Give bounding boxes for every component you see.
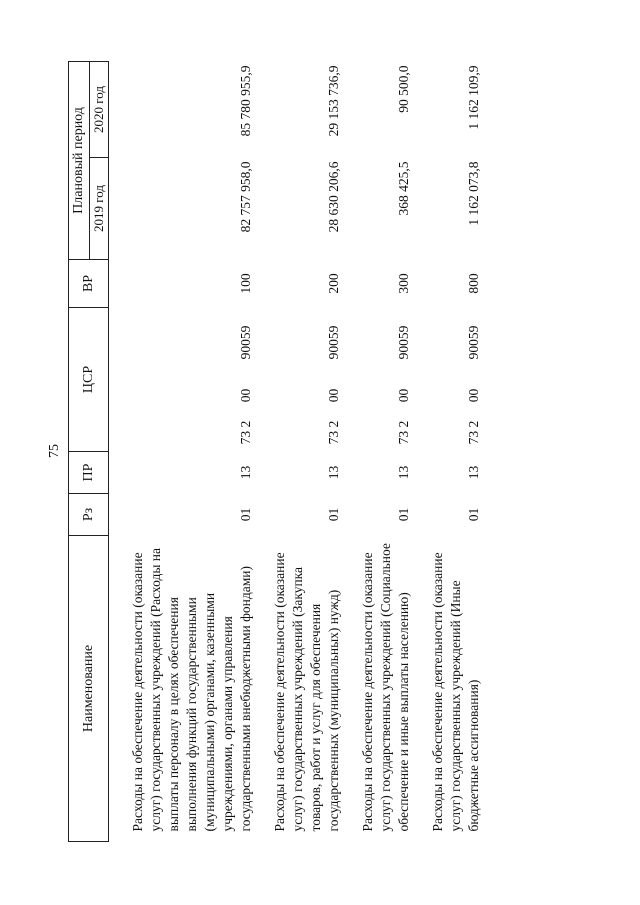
- row-vr: 800: [466, 273, 481, 294]
- row-csr-b: 00: [326, 388, 341, 403]
- header-vr: ВР: [69, 259, 109, 307]
- row-rz: 01: [326, 507, 341, 522]
- row-amount-2020: 29 153 736,9: [326, 65, 341, 137]
- row-rz: 01: [466, 507, 481, 522]
- row-csr-b: 00: [466, 388, 481, 403]
- row-csr-b: 00: [396, 388, 411, 403]
- row-name: Расходы на обеспечение деятельности (оказание услуг) государственных учреждений (Социальное обеспечение и иные выплаты населению): [360, 543, 411, 832]
- row-pr: 13: [466, 465, 481, 480]
- row-vr: 200: [326, 273, 341, 294]
- page-number: 75: [47, 444, 62, 458]
- header-name: Наименование: [69, 536, 109, 842]
- header-year-2019: 2019 год: [90, 157, 109, 259]
- rotated-table-sheet: [68, 62, 528, 842]
- row-csr-a: 73 2: [466, 420, 481, 445]
- row-name: Расходы на обеспечение деятельности (оказание услуг) государственных учреждений (Расходы на выплаты персоналу в целях обеспечения выполнения функций государственными (муниципальными) органами, казенными учреждениями, органами управления государственными внебюджетными фондами): [130, 547, 253, 832]
- row-csr-a: 73 2: [238, 420, 253, 445]
- row-pr: 13: [326, 465, 341, 480]
- table-row: [123, 61, 257, 841]
- row-csr-c: 90059: [466, 325, 481, 360]
- header-pr: ПР: [69, 452, 109, 494]
- row-csr-a: 73 2: [326, 420, 341, 445]
- header-planned-period: Плановый период: [69, 61, 90, 259]
- row-name: Расходы на обеспечение деятельности (оказание услуг) государственных учреждений (Иные бюджетные ассигнования): [430, 552, 481, 832]
- row-csr-c: 90059: [326, 325, 341, 360]
- row-csr-c: 90059: [238, 325, 253, 360]
- row-amount-2019: 368 425,5: [396, 161, 411, 216]
- row-csr-c: 90059: [396, 325, 411, 360]
- row-amount-2020: 85 780 955,9: [238, 65, 253, 137]
- table-row: [257, 61, 345, 841]
- row-amount-2020: 90 500,0: [396, 65, 411, 113]
- table-row: [415, 61, 485, 841]
- row-pr: 13: [396, 465, 411, 480]
- row-csr-a: 73 2: [396, 420, 411, 445]
- header-csr: ЦСР: [69, 307, 109, 451]
- row-amount-2020: 1 162 109,9: [466, 65, 481, 130]
- header-year-2020: 2020 год: [90, 61, 109, 157]
- budget-table: [68, 61, 485, 842]
- row-pr: 13: [238, 465, 253, 480]
- row-rz: 01: [238, 507, 253, 522]
- table-row: [345, 61, 415, 841]
- row-vr: 300: [396, 273, 411, 294]
- row-vr: 100: [238, 273, 253, 294]
- row-csr-b: 00: [238, 388, 253, 403]
- row-rz: 01: [396, 507, 411, 522]
- row-amount-2019: 28 630 206,6: [326, 161, 341, 233]
- header-rz: Рз: [69, 494, 109, 536]
- row-name: Расходы на обеспечение деятельности (оказание услуг) государственных учреждений (Закупка товаров, работ и услуг для обеспечения государственных (муниципальных) нужд): [272, 552, 341, 832]
- row-amount-2019: 1 162 073,8: [466, 161, 481, 226]
- row-amount-2019: 82 757 958,0: [238, 161, 253, 233]
